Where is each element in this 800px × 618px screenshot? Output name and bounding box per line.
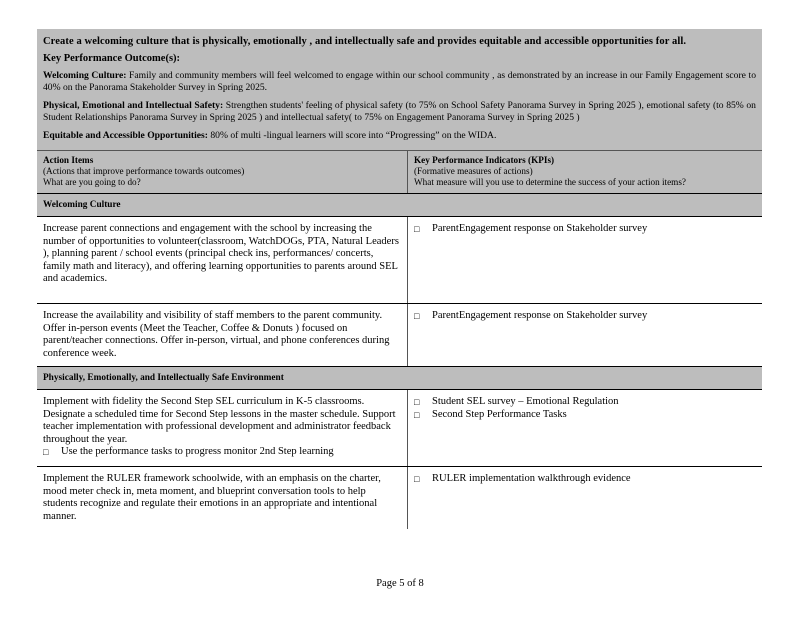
plan-page (37, 29, 762, 529)
kpi-item (414, 409, 756, 422)
checkbox-bullet-icon: □ (414, 397, 420, 407)
kpi-cell (408, 304, 762, 366)
table-row (37, 467, 762, 529)
action-text: Implement with fidelity the Second Step SEL curriculum in K-5 classrooms. Designate a scheduled time for Second Step lessons in the master schedule. Support teacher implementation with professional development and administrator feedback throughout the year. (43, 396, 396, 445)
kpi-item (414, 396, 756, 409)
checkbox-bullet-icon: □ (414, 474, 420, 484)
kpi-item (414, 473, 756, 486)
key-outcomes-heading: Key Performance Outcome(s): (43, 53, 181, 64)
action-items-title: Action Items (43, 155, 94, 165)
action-bullet (43, 446, 401, 459)
goal-header (37, 29, 762, 150)
kpi-title: Key Performance Indicators (KPIs) (414, 155, 555, 165)
checkbox-bullet-icon: □ (43, 447, 49, 457)
kpi-text: Student SEL survey – Emotional Regulation (432, 396, 619, 407)
outcome-text: Strengthen students' feeling of physical safety (to 75% on School Safety Panorama Survey in Spring 2025 ), emotional safety (to 85% on Student Relationships Panorama Survey in Spring 2025 ) and intellectual safety( to 75% on Engagement Panorama Survey in Spring 2025 ) (43, 100, 756, 123)
kpi-item (414, 223, 756, 236)
table-row (37, 217, 762, 304)
kpi-question: What measure will you use to determine the success of your action items? (414, 177, 686, 187)
action-item (37, 390, 408, 466)
action-items-header (37, 151, 408, 193)
checkbox-bullet-icon: □ (414, 311, 420, 321)
column-headers (37, 150, 762, 194)
kpi-text: Second Step Performance Tasks (432, 408, 567, 420)
checkbox-bullet-icon: □ (414, 224, 420, 234)
outcome-label: Equitable and Accessible Opportunities: (43, 130, 208, 141)
action-items-subtitle: (Actions that improve performance towards outcomes) (43, 166, 245, 176)
kpi-text: ParentEngagement response on Stakeholder survey (432, 223, 648, 234)
action-item: Increase parent connections and engagement with the school by increasing the number of opportunities to volunteer(classroom, WatchDOGs, PTA, Natural Leaders ), planning parent / school events (principal check ins, performances/ concerts, family math and literacy), and offering learning opportunities to parents around SEL and academics. (37, 217, 408, 303)
outcome-welcoming (43, 70, 756, 94)
table-row (37, 390, 762, 467)
kpi-item (414, 310, 756, 323)
section-welcoming-culture: Welcoming Culture (37, 194, 762, 217)
kpi-header (408, 151, 762, 193)
checkbox-bullet-icon: □ (414, 409, 420, 420)
section-safe-environment: Physically, Emotionally, and Intellectually Safe Environment (37, 367, 762, 390)
outcome-text: Family and community members will feel welcomed to engage within our school community , as demonstrated by an increase in our Family Engagement score to 40% on the Panorama Stakeholder Survey in Spring 2025. (43, 70, 756, 93)
action-item: Increase the availability and visibility of staff members to the parent community. Offer in-person events (Meet the Teacher, Coffee & Donuts ) focused on parent/teacher connections. Offer in-person, virtual, and phone conferences during conference week. (37, 304, 408, 366)
outcome-label: Physical, Emotional and Intellectual Safety: (43, 100, 224, 111)
kpi-text: RULER implementation walkthrough evidence (432, 473, 631, 484)
outcome-equity (43, 130, 756, 142)
kpi-cell (408, 390, 762, 466)
kpi-cell (408, 217, 762, 303)
action-bullet-text: Use the performance tasks to progress monitor 2nd Step learning (61, 446, 334, 457)
kpi-cell (408, 467, 762, 529)
table-row (37, 304, 762, 367)
kpi-subtitle: (Formative measures of actions) (414, 166, 533, 176)
goal-statement: Create a welcoming culture that is physically, emotionally , and intellectually safe and provides equitable and accessible opportunities for all. (43, 36, 687, 47)
action-items-question: What are you going to do? (43, 177, 141, 187)
page-number: Page 5 of 8 (376, 578, 424, 589)
outcome-text: 80% of multi -lingual learners will score into “Progressing” on the WIDA. (207, 130, 497, 141)
action-item: Implement the RULER framework schoolwide, with an emphasis on the charter, mood meter check in, meta moment, and blueprint conversation tools to help students recognize and regulate their emotions in an appropriate and intentional manner. (37, 467, 408, 529)
outcome-label: Welcoming Culture: (43, 70, 127, 81)
outcome-safety (43, 100, 756, 124)
kpi-text: ParentEngagement response on Stakeholder survey (432, 310, 648, 321)
